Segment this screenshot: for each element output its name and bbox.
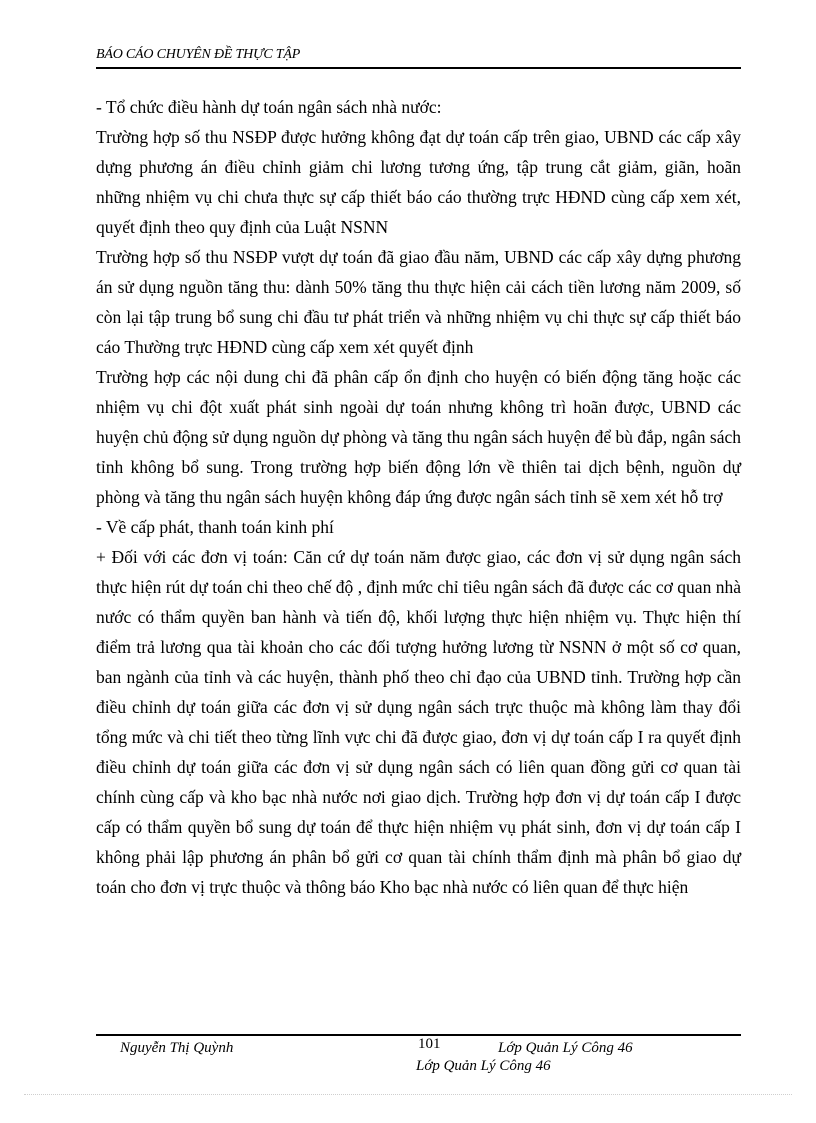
- header-divider: [96, 67, 741, 69]
- paragraph-budget-management: - Tổ chức điều hành dự toán ngân sách nhà nước:: [96, 97, 442, 117]
- paragraph-revenue-shortfall: Trường hợp số thu NSĐP được hưởng không đạt dự toán cấp trên giao, UBND các cấp xây dựng phương án điều chỉnh giảm chi lương tương ứng, tập trung cắt giảm, giãn, hoãn những nhiệm vụ chi chưa thực sự cấp thiết báo cáo thường trực HĐND cùng cấp xem xét, quyết định theo quy định của Luật NSNN: [96, 127, 741, 237]
- footer-author: Nguyễn Thị Quỳnh: [120, 1040, 234, 1056]
- page-bottom-edge: [24, 1094, 792, 1095]
- paragraph-revenue-surplus: Trường hợp số thu NSĐP vượt dự toán đã giao đầu năm, UBND các cấp xây dựng phương án sử dụng nguồn tăng thu: dành 50% tăng thu thực hiện cải cách tiền lương năm 2009, số còn lại tập trung bổ sung chi đầu tư phát triển và những nhiệm vụ chi thực sự cấp thiết báo cáo Thường trực HĐND cùng cấp xem xét quyết định: [96, 247, 741, 357]
- paragraph-district-spending: Trường hợp các nội dung chi đã phân cấp ổn định cho huyện có biến động tăng hoặc các nhiệm vụ chi đột xuất phát sinh ngoài dự toán nhưng không trì hoãn được, UBND các huyện chủ động sử dụng nguồn dự phòng và tăng thu ngân sách huyện để bù đắp, ngân sách tỉnh không bổ sung. Trong trường hợp biến động lớn về thiên tai dịch bệnh, nguồn dự phòng và tăng thu ngân sách huyện không đáp ứng được ngân sách tỉnh sẽ xem xét hỗ trợ: [96, 367, 741, 507]
- page-number: 101: [418, 1036, 441, 1052]
- footer-class-label: Lớp Quản Lý Công 46: [498, 1040, 633, 1056]
- body-text: [96, 92, 741, 902]
- footer-class-label-repeat: Lớp Quản Lý Công 46: [416, 1058, 551, 1074]
- paragraph-funding-heading: - Về cấp phát, thanh toán kinh phí: [96, 517, 334, 537]
- paragraph-budget-units: + Đối với các đơn vị toán: Căn cứ dự toán năm được giao, các đơn vị sử dụng ngân sách thực hiện rút dự toán chi theo chế độ , định mức chỉ tiêu ngân sách đã được các cơ quan nhà nước có thẩm quyền ban hành và tiến độ, khối lượng thực hiện nhiệm vụ. Thực hiện thí điểm trả lương qua tài khoản cho các đối tượng hưởng lương từ NSNN ở một số cơ quan, ban ngành của tỉnh và các huyện, thành phố theo chỉ đạo của UBND tỉnh. Trường hợp cần điều chỉnh dự toán giữa các đơn vị sử dụng ngân sách trực thuộc mà không làm thay đổi tổng mức và chi tiết theo từng lĩnh vực chi đã được giao, đơn vị dự toán cấp I ra quyết định điều chỉnh dự toán giữa các đơn vị sử dụng ngân sách có liên quan đồng gửi cơ quan tài chính cùng cấp và kho bạc nhà nước nơi giao dịch. Trường hợp đơn vị dự toán cấp I được cấp có thẩm quyền bổ sung dự toán để thực hiện nhiệm vụ phát sinh, đơn vị dự toán cấp I không phải lập phương án phân bổ gửi cơ quan tài chính thẩm định mà phân bổ giao dự toán cho đơn vị trực thuộc và thông báo Kho bạc nhà nước có liên quan để thực hiện: [96, 547, 741, 897]
- page-header-title: BÁO CÁO CHUYÊN ĐỀ THỰC TẬP: [96, 47, 301, 62]
